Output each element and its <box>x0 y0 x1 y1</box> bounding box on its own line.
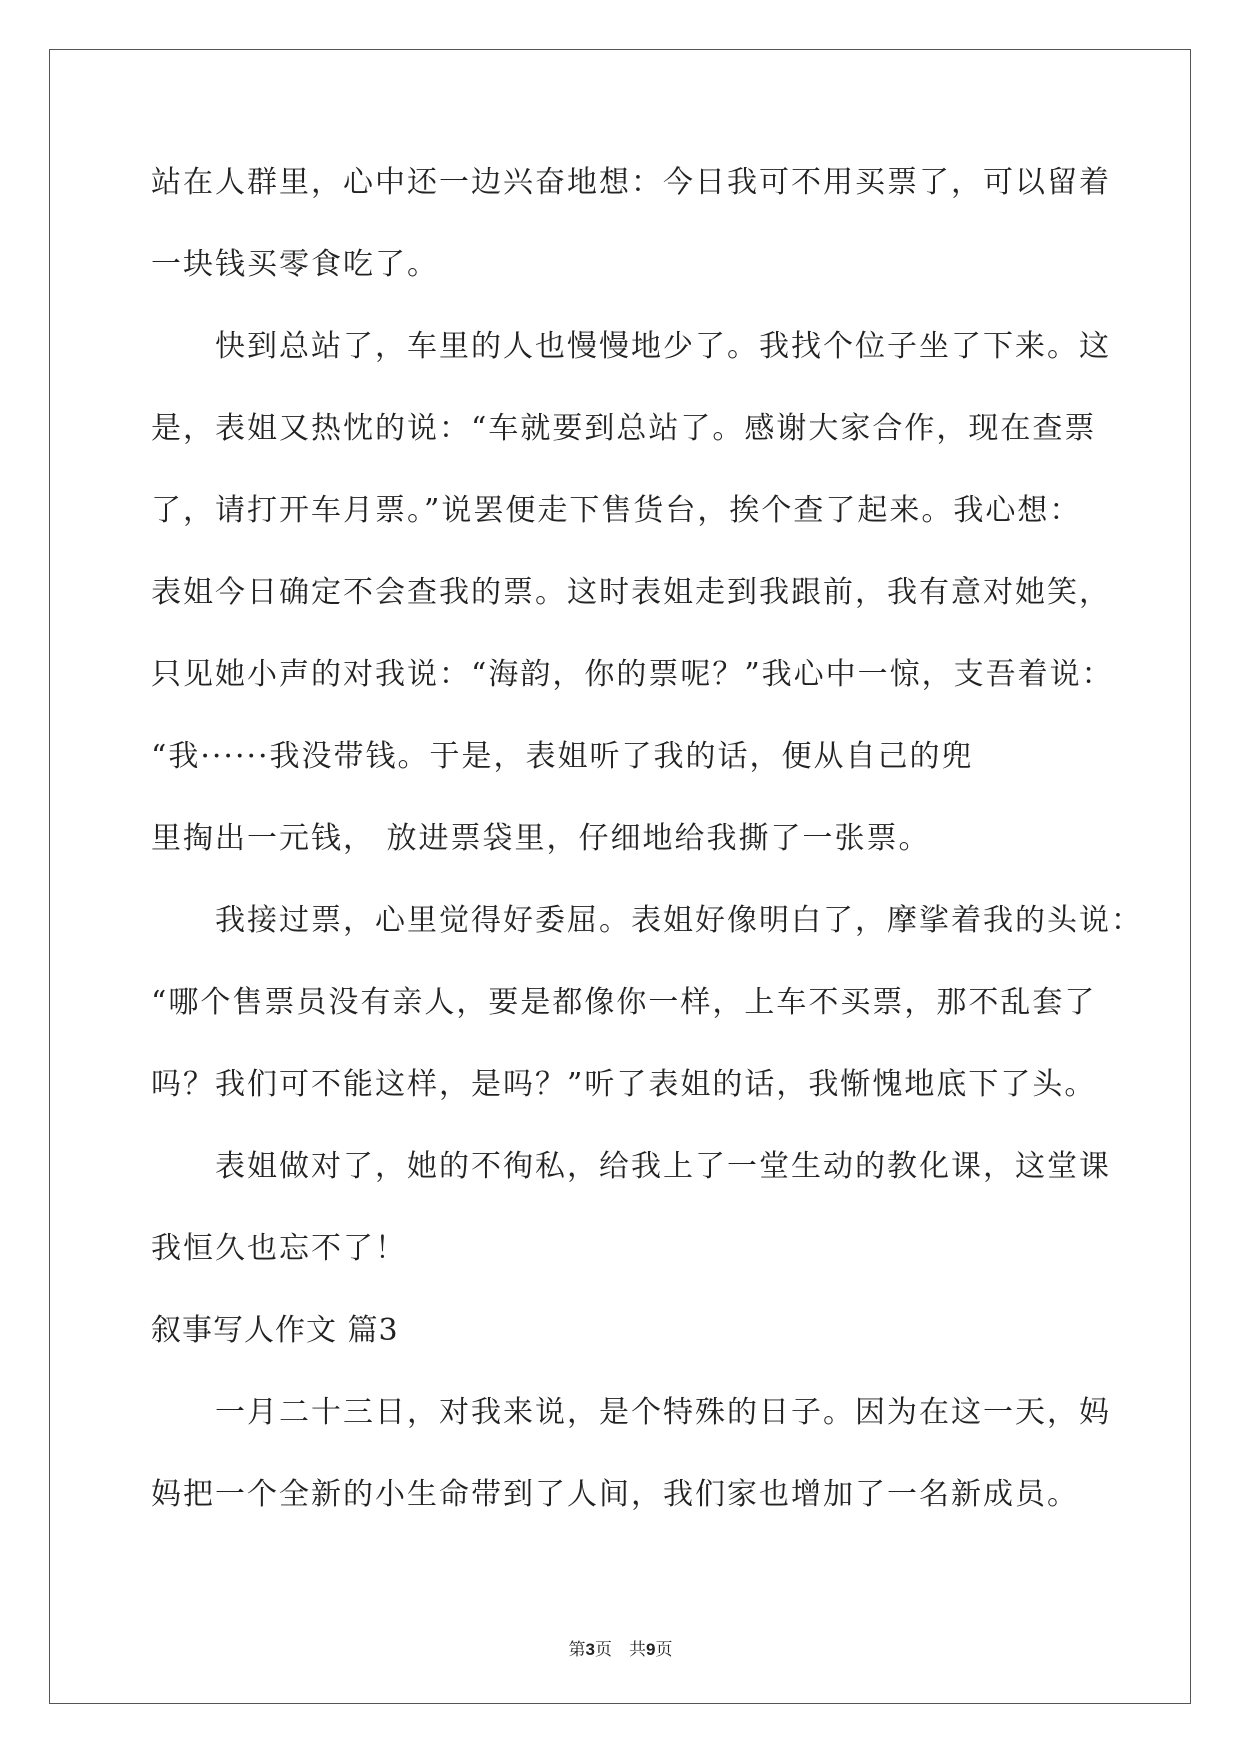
paragraph-start-line: 表姐做对了，她的不徇私，给我上了一堂生动的教化课，这堂课 <box>215 1149 1111 1184</box>
document-body <box>151 160 1143 1554</box>
text-line: 里掏出一元钱， 放进票袋里，仔细地给我撕了一张票。 <box>151 821 931 856</box>
page-footer <box>0 1635 1241 1660</box>
section-heading: 叙事写人作文 篇3 <box>151 1313 399 1348</box>
total-page-count: 9 <box>646 1640 656 1659</box>
text-line: 是，表姐又热忱的说：“车就要到总站了。感谢大家合作，现在查票 <box>151 411 1097 446</box>
paragraph-start-line: 我接过票，心里觉得好委屈。表姐好像明白了，摩挲着我的头说： <box>215 903 1143 938</box>
text-line: 站在人群里，心中还一边兴奋地想：今日我可不用买票了，可以留着 <box>151 165 1111 200</box>
text-line: “哪个售票员没有亲人，要是都像你一样，上车不买票，那不乱套了 <box>151 985 1097 1020</box>
footer-middle: 页 共 <box>595 1640 646 1660</box>
footer-suffix: 页 <box>655 1640 673 1660</box>
text-line: 妈把一个全新的小生命带到了人间，我们家也增加了一名新成员。 <box>151 1477 1079 1512</box>
paragraph-start-line: 快到总站了，车里的人也慢慢地少了。我找个位子坐了下来。这 <box>215 329 1111 364</box>
text-line: 了，请打开车月票。”说罢便走下售货台，挨个查了起来。我心想： <box>151 493 1082 528</box>
text-line: 只见她小声的对我说：“海韵，你的票呢？”我心中一惊，支吾着说： <box>151 657 1114 692</box>
text-line: 我恒久也忘不了！ <box>151 1231 407 1266</box>
footer-prefix: 第 <box>568 1640 586 1660</box>
text-line: 吗？我们可不能这样，是吗？”听了表姐的话，我惭愧地底下了头。 <box>151 1067 1097 1102</box>
text-line: “我······我没带钱。于是，表姐听了我的话，便从自己的兜 <box>151 739 974 774</box>
paragraph-start-line: 一月二十三日，对我来说，是个特殊的日子。因为在这一天，妈 <box>215 1395 1111 1430</box>
text-line: 表姐今日确定不会查我的票。这时表姐走到我跟前，我有意对她笑， <box>151 575 1111 610</box>
current-page-number: 3 <box>585 1640 595 1659</box>
text-line: 一块钱买零食吃了。 <box>151 247 439 282</box>
